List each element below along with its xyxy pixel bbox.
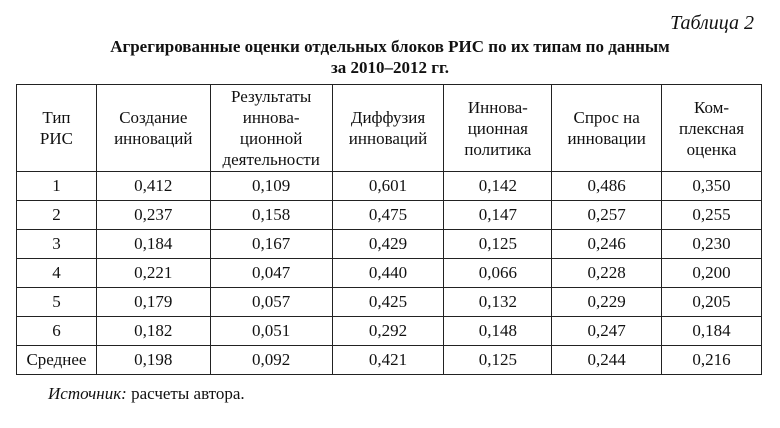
column-header-line: инноваций — [348, 129, 428, 148]
column-header-line: деятельности — [222, 150, 320, 169]
value-cell: 0,247 — [552, 317, 662, 346]
value-cell: 0,182 — [96, 317, 210, 346]
column-header — [17, 85, 97, 172]
column-header — [552, 85, 662, 172]
value-cell: 0,229 — [552, 288, 662, 317]
column-header-line: Спрос на — [573, 108, 640, 127]
row-label-cell: 5 — [17, 288, 97, 317]
column-header-line: инновации — [567, 129, 646, 148]
column-header-line: РИС — [39, 129, 73, 148]
column-header-line: иннова- — [242, 108, 300, 127]
value-cell: 0,429 — [332, 230, 444, 259]
source-text: расчеты автора. — [126, 384, 245, 403]
row-label-cell: 4 — [17, 259, 97, 288]
table-row — [17, 201, 762, 230]
column-header-line: ционная — [467, 118, 528, 138]
title-line-1: Агрегированные оценки отдельных блоков РИС по их типам по данным — [110, 37, 670, 56]
value-cell: 0,148 — [444, 317, 552, 346]
value-cell: 0,221 — [96, 259, 210, 288]
header-row — [17, 85, 762, 172]
value-cell: 0,237 — [96, 201, 210, 230]
value-cell: 0,167 — [210, 230, 332, 259]
value-cell: 0,184 — [96, 230, 210, 259]
value-cell: 0,601 — [332, 172, 444, 201]
column-header — [96, 85, 210, 172]
column-header — [332, 85, 444, 172]
table-row — [17, 346, 762, 375]
value-cell: 0,051 — [210, 317, 332, 346]
column-header-line: Ком- — [694, 97, 730, 117]
source-note — [48, 384, 245, 404]
row-label-cell: 1 — [17, 172, 97, 201]
table-row — [17, 288, 762, 317]
table-label: Таблица 2 — [670, 12, 754, 34]
value-cell: 0,057 — [210, 288, 332, 317]
table-row — [17, 317, 762, 346]
table-row — [17, 230, 762, 259]
column-header-line: политика — [464, 139, 532, 159]
column-header-line: Результаты — [231, 87, 312, 106]
column-header — [662, 85, 762, 172]
value-cell: 0,198 — [96, 346, 210, 375]
value-cell: 0,125 — [444, 346, 552, 375]
column-header — [210, 85, 332, 172]
row-label-cell: 6 — [17, 317, 97, 346]
source-label: Источник: — [48, 384, 127, 403]
value-cell: 0,200 — [662, 259, 762, 288]
table-row — [17, 172, 762, 201]
value-cell: 0,440 — [332, 259, 444, 288]
value-cell: 0,147 — [444, 201, 552, 230]
value-cell: 0,421 — [332, 346, 444, 375]
value-cell: 0,125 — [444, 230, 552, 259]
value-cell: 0,246 — [552, 230, 662, 259]
value-cell: 0,486 — [552, 172, 662, 201]
column-header-line: ционной — [239, 129, 303, 148]
value-cell: 0,230 — [662, 230, 762, 259]
value-cell: 0,142 — [444, 172, 552, 201]
value-cell: 0,412 — [96, 172, 210, 201]
value-cell: 0,179 — [96, 288, 210, 317]
column-header-line: Иннова- — [467, 97, 528, 117]
value-cell: 0,216 — [662, 346, 762, 375]
value-cell: 0,205 — [662, 288, 762, 317]
value-cell: 0,109 — [210, 172, 332, 201]
value-cell: 0,255 — [662, 201, 762, 230]
value-cell: 0,158 — [210, 201, 332, 230]
value-cell: 0,257 — [552, 201, 662, 230]
table-body — [17, 172, 762, 375]
column-header-line: Диффузия — [350, 108, 426, 127]
value-cell: 0,425 — [332, 288, 444, 317]
value-cell: 0,475 — [332, 201, 444, 230]
column-header-line: оценка — [686, 139, 737, 159]
column-header-line: Создание — [119, 108, 188, 127]
table-title — [0, 36, 780, 78]
column-header-line: плексная — [679, 118, 745, 138]
column-header — [444, 85, 552, 172]
data-table — [16, 84, 762, 375]
value-cell: 0,184 — [662, 317, 762, 346]
value-cell: 0,132 — [444, 288, 552, 317]
value-cell: 0,092 — [210, 346, 332, 375]
value-cell: 0,350 — [662, 172, 762, 201]
value-cell: 0,047 — [210, 259, 332, 288]
row-label-cell: 3 — [17, 230, 97, 259]
value-cell: 0,066 — [444, 259, 552, 288]
value-cell: 0,244 — [552, 346, 662, 375]
title-line-2: за 2010–2012 гг. — [330, 58, 450, 77]
row-label-cell: Среднее — [17, 346, 97, 375]
column-header-line: инноваций — [114, 129, 193, 148]
value-cell: 0,292 — [332, 317, 444, 346]
row-label-cell: 2 — [17, 201, 97, 230]
column-header-line: Тип — [42, 108, 71, 127]
table-row — [17, 259, 762, 288]
value-cell: 0,228 — [552, 259, 662, 288]
